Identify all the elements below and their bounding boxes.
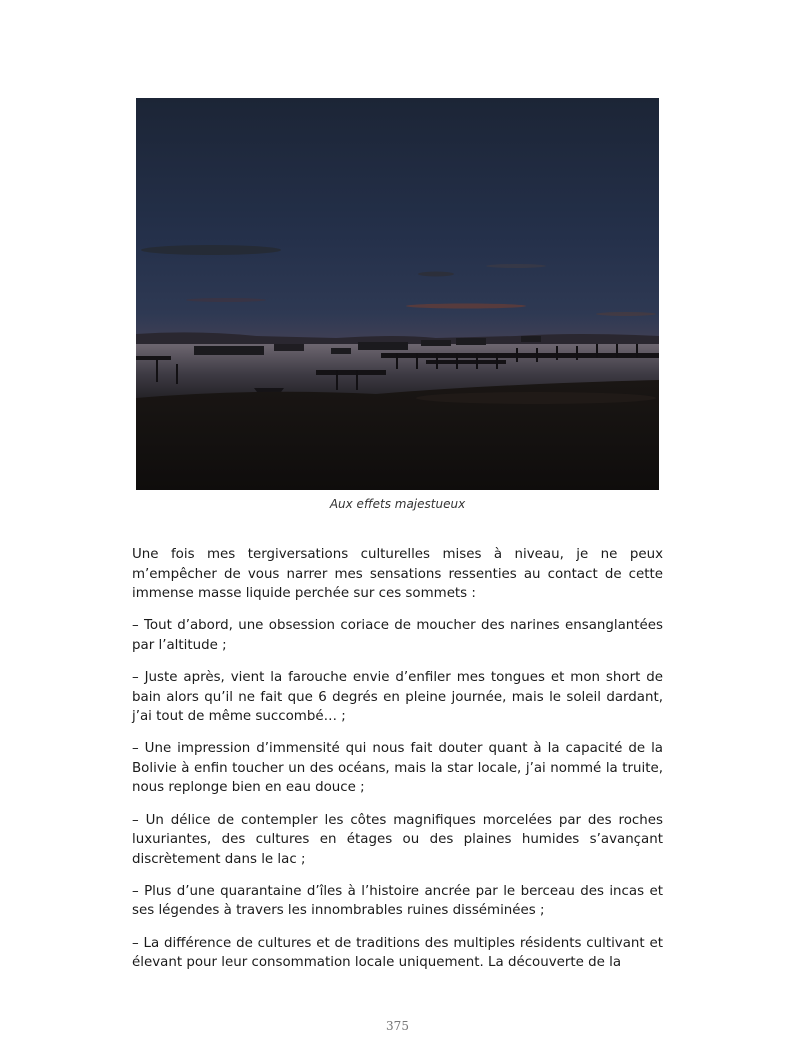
page-number: 375: [386, 1019, 409, 1033]
lake-sunset-photo: [136, 98, 659, 490]
paragraph: – Un délice de contempler les côtes magnifiques morcelées par des roches luxuriantes, des cultures en étages ou des plaines humides s’avançant discrètement dans le lac ;: [132, 812, 663, 867]
paragraph: – Plus d’une quarantaine d’îles à l’histoire ancrée par le berceau des incas et ses légendes à travers les innombrables ruines disséminées ;: [132, 883, 663, 919]
figure-caption: Aux effets majestueux: [329, 497, 466, 511]
paragraph: – Juste après, vient la farouche envie d’enfiler mes tongues et mon short de bain alors qu’il ne fait que 6 degrés en pleine journée, mais le soleil dardant, j’ai tout de même succombé… ;: [132, 669, 663, 725]
paragraph: – Une impression d’immensité qui nous fait douter quant à la capacité de la Bolivie à enfin toucher un des océans, mais la star locale, j’ai nommé la truite, nous replonge bien en eau douce ;: [132, 741, 663, 796]
paragraph: – La différence de cultures et de traditions des multiples résidents cultivant et élevant pour leur consommation locale uniquement. La découverte de la: [132, 935, 663, 971]
paragraph: – Tout d’abord, une obsession coriace de moucher des narines ensanglantées par l’altitude ;: [132, 618, 663, 653]
paragraph: Une fois mes tergiversations culturelles mises à niveau, je ne peux m’empêcher de vous narrer mes sensations ressenties au contact de cette immense masse liquide perchée sur ces sommets :: [132, 547, 663, 602]
body-text: [132, 545, 663, 973]
